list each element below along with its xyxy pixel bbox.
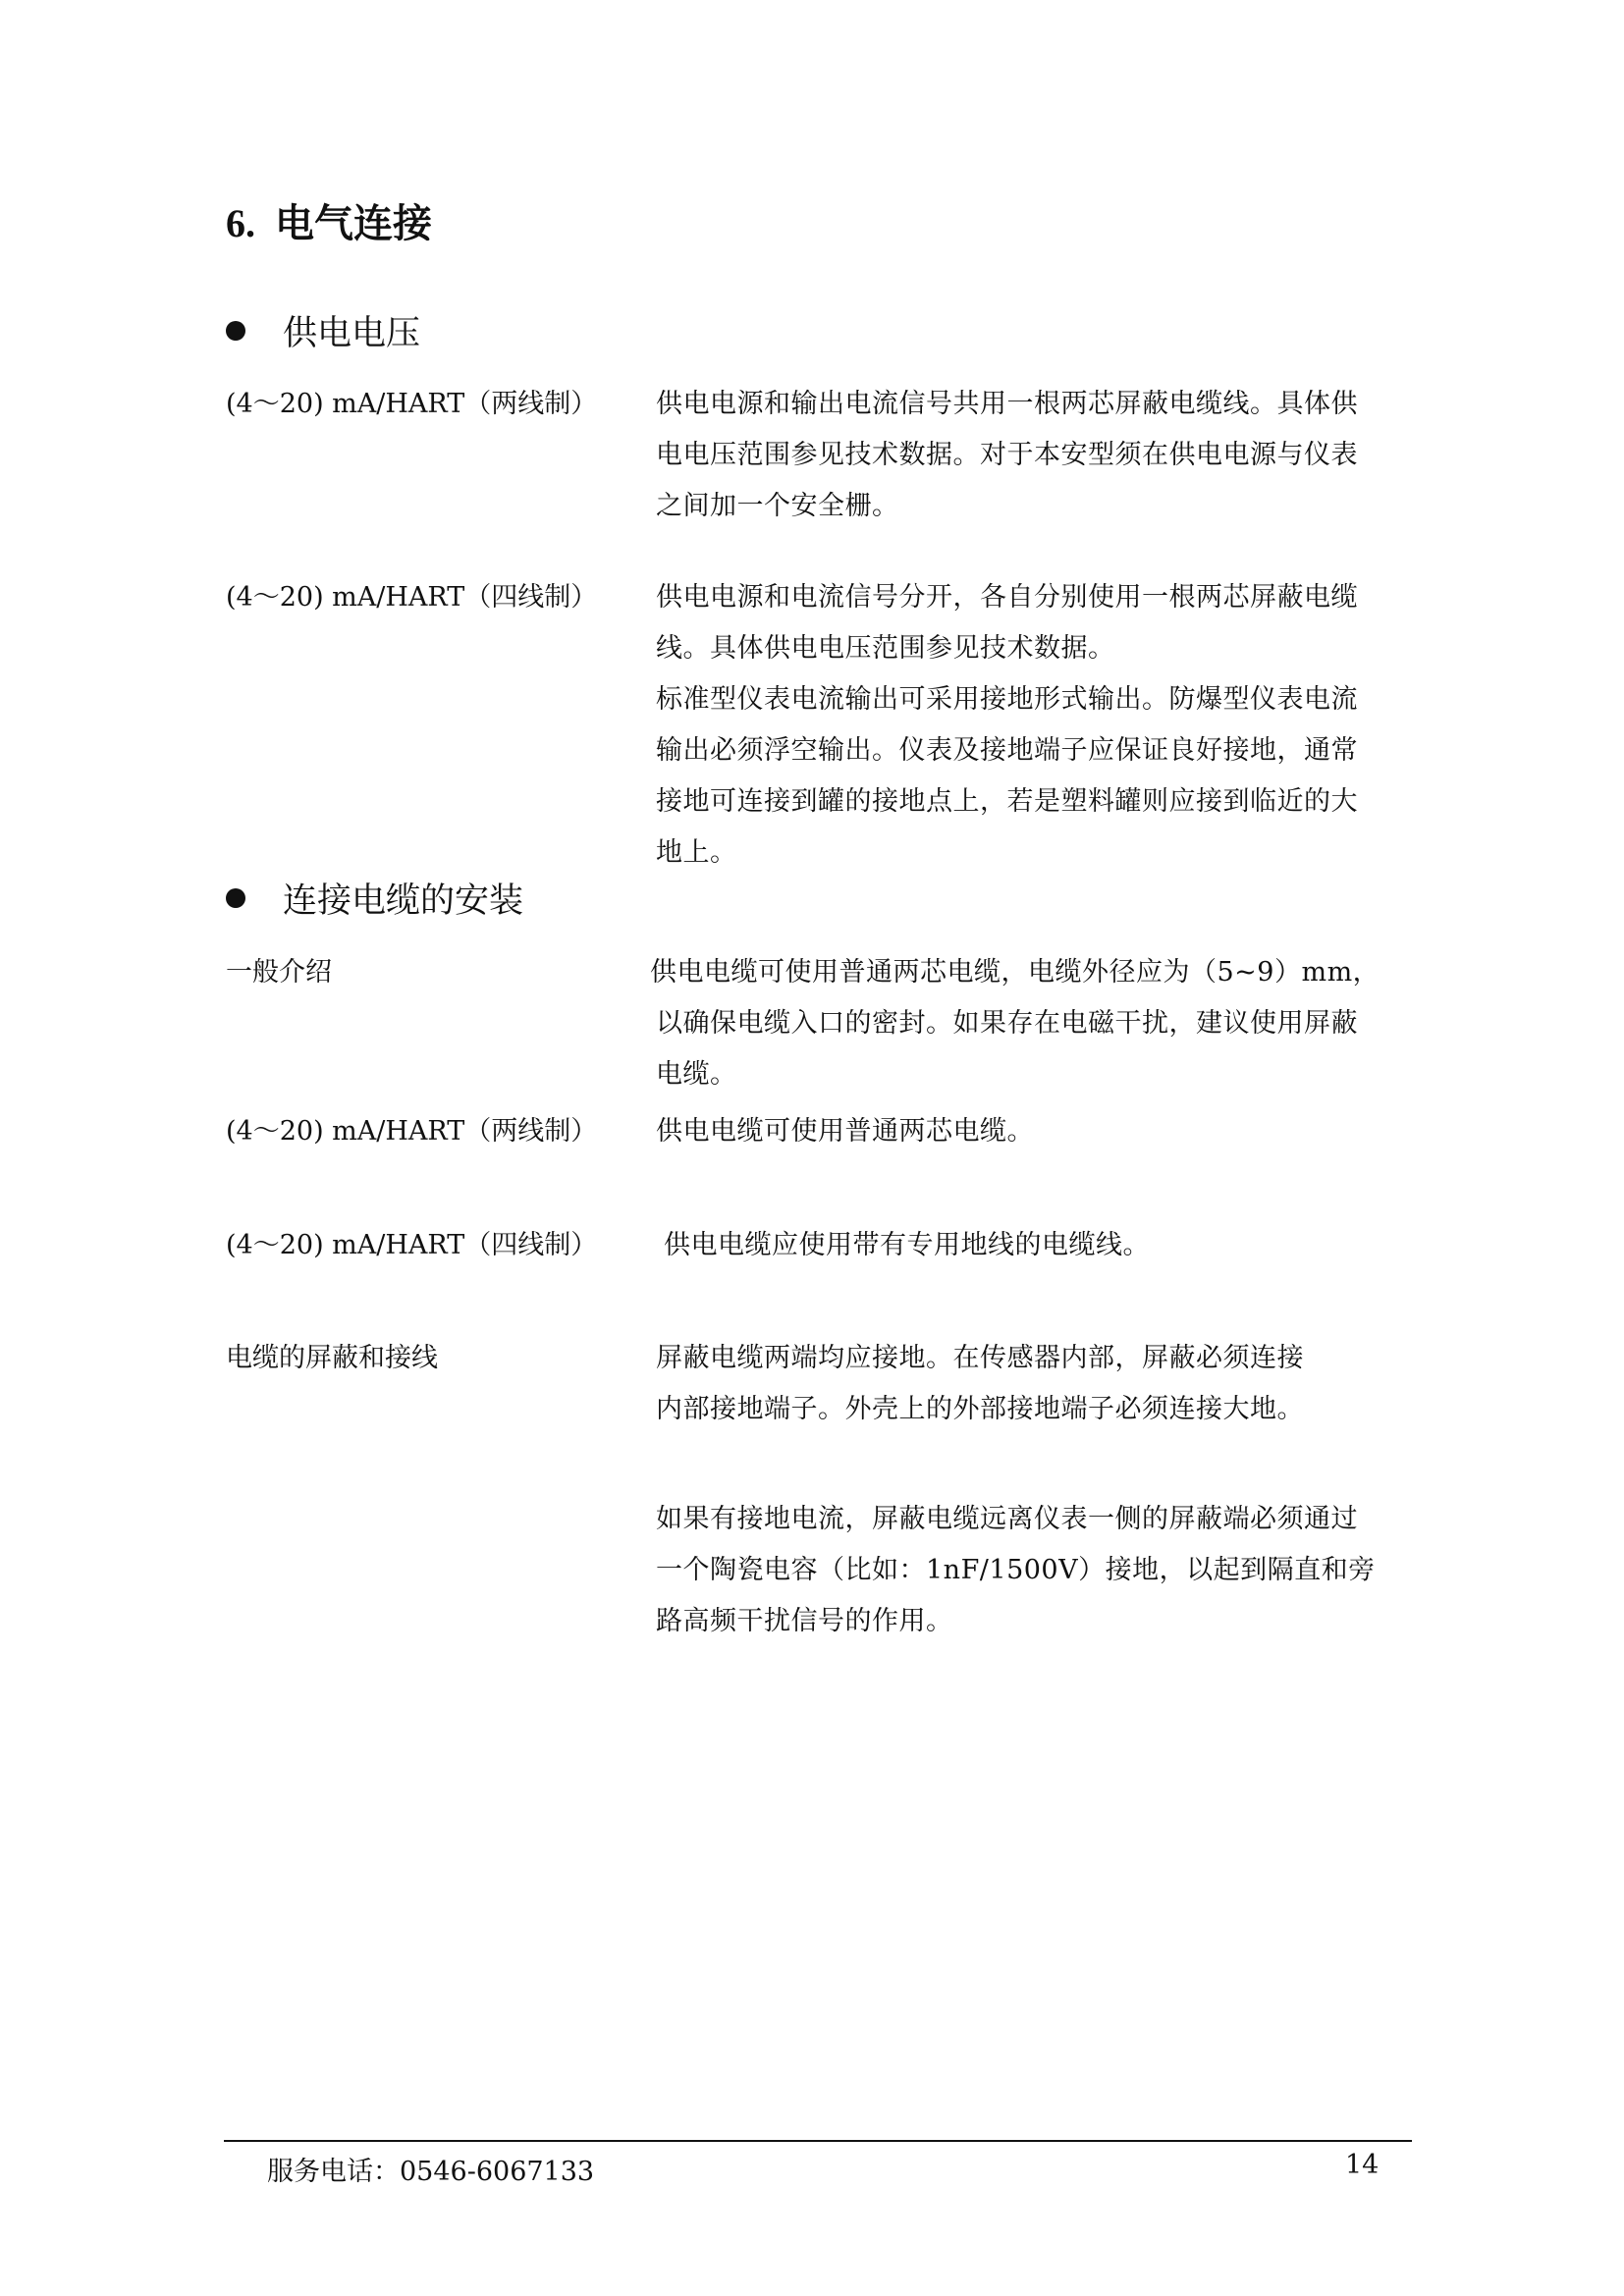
row-label: (4～20) mA/HART（四线制） — [226, 582, 598, 613]
section-title: 电气连接 — [275, 201, 432, 246]
subsection-heading-cable — [226, 874, 523, 923]
row-text: 供电电缆可使用普通两芯电缆，电缆外径应为（5~9）mm， 以确保电缆入口的密封。如果存在电磁干扰，建议使用屏蔽 电缆。 — [650, 957, 1380, 1090]
row-text: 供电电源和电流信号分开，各自分别使用一根两芯屏蔽电缆 线。具体供电电压范围参见技术数据。 标准型仪表电流输出可采用接地形式输出。防爆型仪表电流 输出必须浮空输出。仪表及接地端子应保证良好接地，通常 接地可连接到罐的接地点上，若是塑料罐则应接到临近的大 地上。 — [656, 582, 1358, 868]
bullet-icon — [226, 321, 245, 341]
row-text: 如果有接地电流，屏蔽电缆远离仪表一侧的屏蔽端必须通过 一个陶瓷电容（比如：1nF/1500V）接地，以起到隔直和旁 路高频干扰信号的作用。 — [656, 1504, 1376, 1636]
row-text: 屏蔽电缆两端均应接地。在传感器内部，屏蔽必须连接 内部接地端子。外壳上的外部接地端子必须连接大地。 — [656, 1343, 1304, 1424]
bullet-icon — [226, 888, 245, 908]
row-text: 供电电缆可使用普通两芯电缆。 — [656, 1116, 1034, 1147]
subsection-title: 连接电缆的安装 — [283, 881, 524, 921]
footer-divider — [224, 2140, 1412, 2142]
row-label: (4～20) mA/HART（两线制） — [226, 389, 598, 419]
row-label: (4～20) mA/HART（四线制） — [226, 1230, 598, 1260]
row-text: 供电电源和输出电流信号共用一根两芯屏蔽电缆线。具体供 电电压范围参见技术数据。对于本安型须在供电电源与仪表 之间加一个安全栅。 — [656, 389, 1358, 521]
row-label: (4～20) mA/HART（两线制） — [226, 1116, 598, 1147]
row-label: 一般介绍 — [226, 957, 332, 988]
subsection-heading-power — [226, 306, 420, 355]
subsection-title: 供电电压 — [283, 314, 421, 353]
row-text: 供电电缆应使用带有专用地线的电缆线。 — [664, 1230, 1150, 1260]
page-number: 14 — [1345, 2150, 1380, 2180]
page-title — [226, 192, 432, 248]
footer-service-phone: 服务电话：0546-6067133 — [267, 2157, 595, 2187]
section-number: 6. — [226, 201, 255, 245]
row-label: 电缆的屏蔽和接线 — [226, 1343, 438, 1373]
